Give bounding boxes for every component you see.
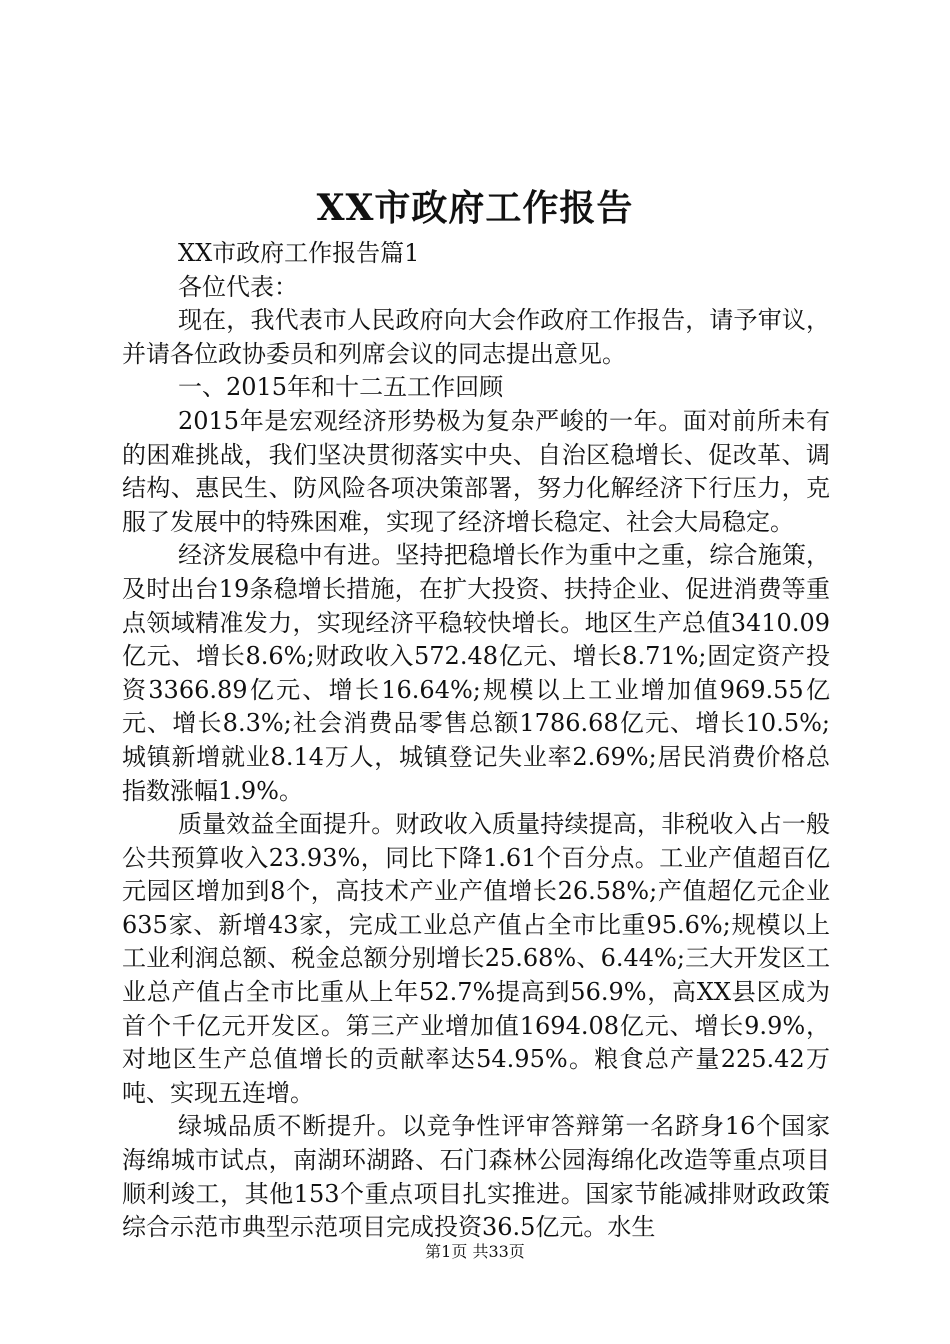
paragraph-review-2015: 2015年是宏观经济形势极为复杂严峻的一年。面对前所未有的困难挑战，我们坚决贯彻落实中央、自治区稳增长、促改革、调结构、惠民生、防风险各项决策部署，努力化解经济下行压力，克服了发展中的特殊困难，实现了经济增长稳定、社会大局稳定。 [122,406,830,536]
paragraph-economic-growth: 经济发展稳中有进。坚持把稳增长作为重中之重，综合施策，及时出台19条稳增长措施，在扩大投资、扶持企业、促进消费等重点领域精准发力，实现经济平稳较快增长。地区生产总值3410.09亿元、增长8.6%;财政收入572.48亿元、增长8.71%;固定资产投资3366.89亿元、增长16.64%;规模以上工业增加值969.55亿元、增长8.3%;社会消费品零售总额1786.68亿元、增长10.5%;城镇新增就业8.14万人，城镇登记失业率2.69%;居民消费价格总指数涨幅1.9%。 [122,541,830,805]
document-title: XX市政府工作报告 [316,187,634,229]
paragraph-heading-part1: XX市政府工作报告篇1 [178,239,420,267]
paragraph-salutation: 各位代表： [178,272,298,301]
paragraph-intro: 现在，我代表市人民政府向大会作政府工作报告，请予审议，并请各位政协委员和列席会议的同志提出意见。 [122,306,830,368]
paragraph-quality-benefit: 质量效益全面提升。财政收入质量持续提高，非税收入占一般公共预算收入23.93%，同比下降1.61个百分点。工业产值超百亿元园区增加到8个，高技术产业产值增长26.58%;产值超亿元企业635家、新增43家，完成工业总产值占全市比重95.6%;规模以上工业利润总额、税金总额分别增长25.68%、6.44%;三大开发区工业总产值占全市比重从上年52.7%提高到56.9%，高XX县区成为首个千亿元开发区。第三产业增加值1694.08亿元、增长9.9%，对地区生产总值增长的贡献率达54.95%。粮食总产量225.42万吨、实现五连增。 [122,810,830,1107]
paragraph-section-heading: 一、2015年和十二五工作回顾 [178,373,504,402]
document-body [122,237,830,1245]
page-footer: 第1页 共33页 [425,1242,525,1261]
paragraph-green-city: 绿城品质不断提升。以竞争性评审答辩第一名跻身16个国家海绵城市试点，南湖环湖路、石门森林公园海绵化改造等重点项目顺利竣工，其他153个重点项目扎实推进。国家节能减排财政政策综合示范市典型示范项目完成投资36.5亿元。水生 [122,1112,830,1242]
